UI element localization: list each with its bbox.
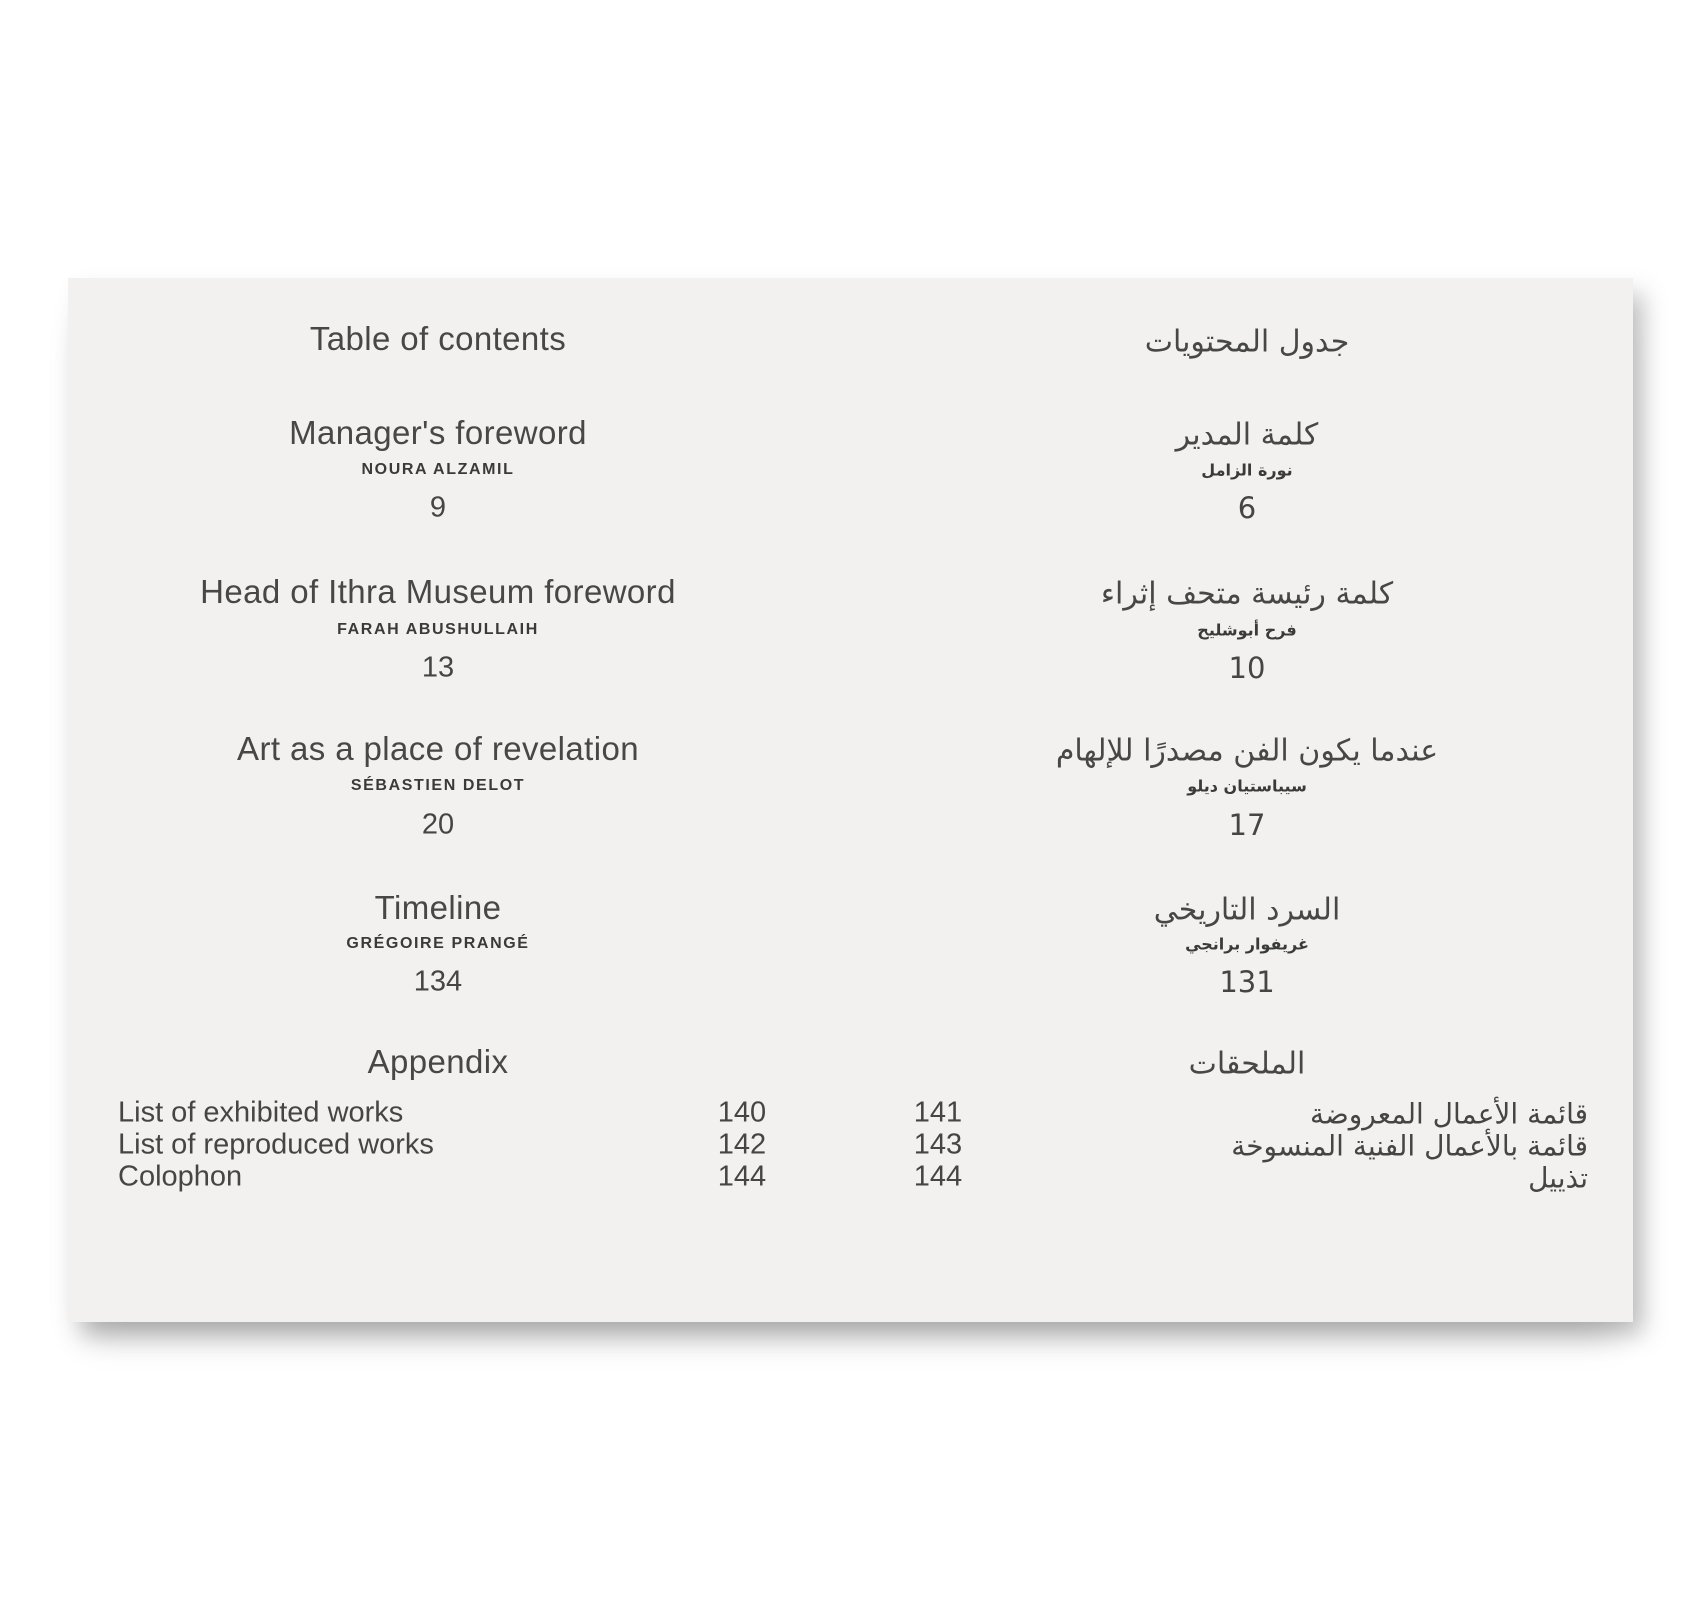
section-2-author-en: FARAH ABUSHULLAIH	[337, 621, 539, 638]
section-4-title-en: Timeline	[374, 889, 502, 926]
appendix-title-ar: الملحقات	[1188, 1046, 1306, 1082]
section-2-title-ar: كلمة رئيسة متحف إثراء	[1100, 576, 1394, 612]
page-title-ar: جدول المحتويات	[1144, 324, 1350, 360]
section-2-author-ar: فرح أبوشليح	[1197, 620, 1297, 640]
appendix-row-3-page-en: 144	[717, 1160, 767, 1193]
appendix-row-1-label-en: List of exhibited works	[118, 1096, 404, 1129]
section-2-page-ar: 10	[1228, 651, 1266, 685]
section-1-author-en: NOURA ALZAMIL	[361, 461, 515, 478]
appendix-row-2-page-ar: 143	[913, 1128, 963, 1161]
section-4-title-ar: السرد التاريخي	[1153, 892, 1341, 928]
appendix-row-2-label-en: List of reproduced works	[118, 1128, 434, 1161]
section-1-page-en: 9	[429, 491, 447, 524]
section-2-page-en: 13	[421, 651, 455, 684]
section-3-page-ar: 17	[1228, 808, 1266, 842]
section-4-author-ar: غريفوار برانجي	[1185, 934, 1309, 954]
appendix-row-1-label-ar: قائمة الأعمال المعروضة	[1310, 1097, 1588, 1131]
appendix-row-3-label-en: Colophon	[118, 1160, 243, 1193]
section-1-title-en: Manager's foreword	[289, 414, 587, 451]
section-1-page-ar: 6	[1237, 491, 1257, 525]
section-1-title-ar: كلمة المدير	[1175, 417, 1319, 453]
section-4-page-ar: 131	[1219, 965, 1275, 999]
appendix-title-en: Appendix	[367, 1043, 509, 1080]
section-2-title-en: Head of Ithra Museum foreword	[200, 573, 676, 610]
section-4-author-en: GRÉGOIRE PRANGÉ	[346, 935, 530, 952]
section-3-author-ar: سيباستيان ديلو	[1187, 776, 1307, 796]
appendix-row-3-label-ar: تذييل	[1528, 1161, 1588, 1195]
section-1-author-ar: نورة الزامل	[1201, 460, 1293, 480]
page-title-en: Table of contents	[309, 320, 567, 357]
section-4-page-en: 134	[413, 965, 463, 998]
section-3-title-ar: عندما يكون الفن مصدرًا للإلهام	[1055, 733, 1439, 769]
appendix-row-1-page-en: 140	[717, 1096, 767, 1129]
toc-book-page	[68, 278, 1633, 1322]
appendix-row-3-page-ar: 144	[913, 1160, 963, 1193]
section-3-page-en: 20	[421, 808, 455, 841]
section-3-author-en: SÉBASTIEN DELOT	[350, 777, 526, 794]
section-3-title-en: Art as a place of revelation	[237, 730, 639, 767]
appendix-row-1-page-ar: 141	[913, 1096, 963, 1129]
appendix-row-2-label-ar: قائمة بالأعمال الفنية المنسوخة	[1231, 1129, 1588, 1163]
appendix-row-2-page-en: 142	[717, 1128, 767, 1161]
